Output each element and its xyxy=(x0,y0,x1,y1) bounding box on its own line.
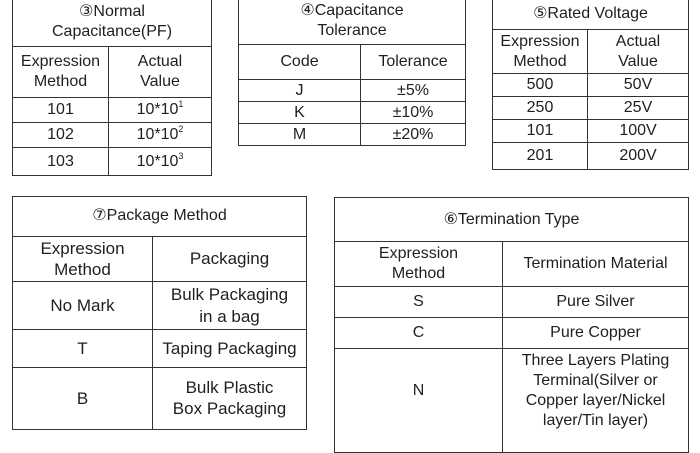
capacitance-value: $10*10^1$ xyxy=(109,98,212,123)
tolerance-code: M xyxy=(239,124,361,146)
tolerance-table xyxy=(238,0,466,146)
table-row xyxy=(13,282,307,330)
termination-value: Pure Silver xyxy=(503,287,689,318)
voltage-table xyxy=(492,0,689,170)
table-row xyxy=(493,143,689,170)
table-row xyxy=(13,123,212,148)
capacitance-col-expression: Expression Method xyxy=(13,47,109,98)
termination-title: ⑥Termination Type xyxy=(335,198,689,242)
termination-value: Three Layers Plating Terminal(Silver or Copper layer/Nickel layer/Tin layer) xyxy=(503,349,689,453)
tolerance-title: ④Capacitance Tolerance xyxy=(239,0,466,45)
table-row xyxy=(493,97,689,120)
termination-value: Pure Copper xyxy=(503,318,689,349)
termination-code: C xyxy=(335,318,503,349)
table-row xyxy=(335,349,689,453)
table-row xyxy=(13,148,212,176)
package-value: Taping Packaging xyxy=(153,330,307,367)
capacitance-value: $10*10^2$ xyxy=(109,123,212,148)
package-code: B xyxy=(13,367,153,429)
table-row xyxy=(13,367,307,429)
termination-col-expression: Expression Method xyxy=(335,242,503,287)
tolerance-value: ±10% xyxy=(361,102,466,124)
capacitance-code: 103 xyxy=(13,148,109,176)
tolerance-value: ±20% xyxy=(361,124,466,146)
voltage-code: 250 xyxy=(493,97,588,120)
voltage-title: ⑤Rated Voltage xyxy=(493,0,689,30)
capacitance-col-actual: Actual Value xyxy=(109,47,212,98)
table-row xyxy=(13,98,212,123)
capacitance-value: $10*10^3$ xyxy=(109,148,212,176)
voltage-code: 201 xyxy=(493,143,588,170)
capacitance-table xyxy=(12,0,212,176)
package-col-expression: Expression Method xyxy=(13,236,153,282)
package-value: Bulk Plastic Box Packaging xyxy=(153,367,307,429)
tolerance-col-tolerance: Tolerance xyxy=(361,45,466,80)
package-code: No Mark xyxy=(13,282,153,330)
package-col-packaging: Packaging xyxy=(153,236,307,282)
package-table xyxy=(12,196,307,430)
voltage-value: 100V xyxy=(588,120,689,143)
termination-col-material: Termination Material xyxy=(503,242,689,287)
package-title: ⑦Package Method xyxy=(13,197,307,237)
voltage-col-actual: Actual Value xyxy=(588,30,689,74)
voltage-code: 500 xyxy=(493,74,588,97)
tolerance-value: ±5% xyxy=(361,80,466,102)
voltage-col-expression: Expression Method xyxy=(493,30,588,74)
package-code: T xyxy=(13,330,153,367)
voltage-code: 101 xyxy=(493,120,588,143)
capacitance-code: 101 xyxy=(13,98,109,123)
termination-table xyxy=(334,197,689,453)
table-row xyxy=(13,330,307,367)
table-row xyxy=(239,124,466,146)
voltage-value: 25V xyxy=(588,97,689,120)
table-row xyxy=(239,80,466,102)
package-value: Bulk Packaging in a bag xyxy=(153,282,307,330)
voltage-value: 200V xyxy=(588,143,689,170)
capacitance-title: ③Normal Capacitance(PF) xyxy=(13,0,212,47)
voltage-value: 50V xyxy=(588,74,689,97)
tolerance-code: K xyxy=(239,102,361,124)
table-row xyxy=(239,102,466,124)
tolerance-code: J xyxy=(239,80,361,102)
table-row xyxy=(335,318,689,349)
table-row xyxy=(335,287,689,318)
termination-code: N xyxy=(335,349,503,453)
termination-code: S xyxy=(335,287,503,318)
table-row xyxy=(493,74,689,97)
capacitance-code: 102 xyxy=(13,123,109,148)
table-row xyxy=(493,120,689,143)
tolerance-col-code: Code xyxy=(239,45,361,80)
